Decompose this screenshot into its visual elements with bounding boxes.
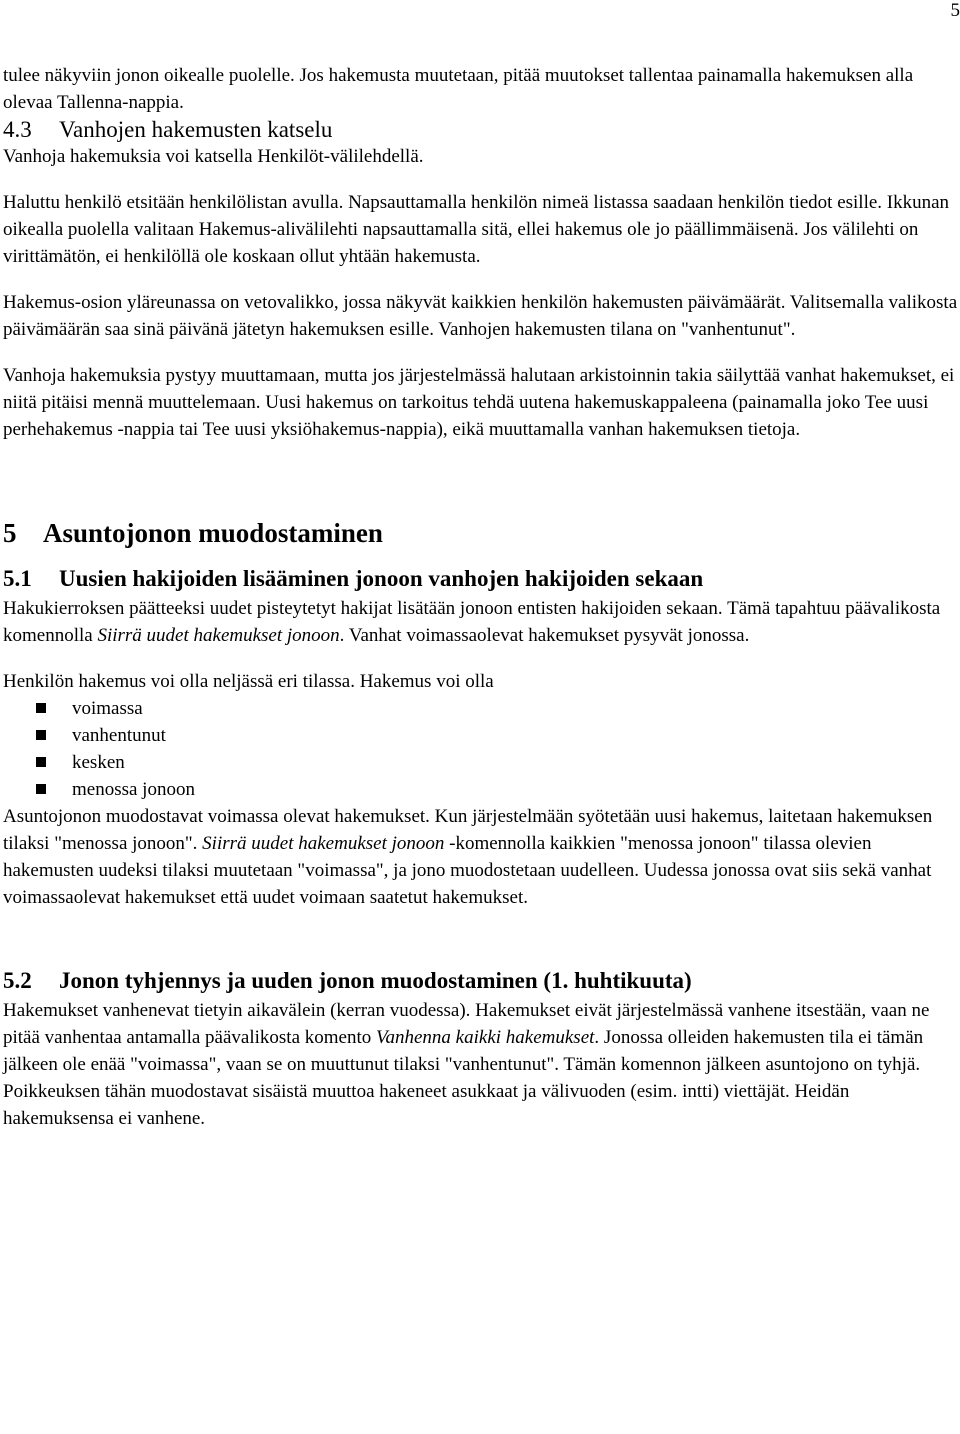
- square-bullet-icon: [36, 703, 46, 713]
- section-number: 5.2: [3, 968, 32, 993]
- section-5-2-heading: [3, 965, 958, 997]
- square-bullet-icon: [36, 730, 46, 740]
- intro-paragraph: tulee näkyviin jonon oikealle puolelle. Jos hakemusta muutetaan, pitää muutokset tallentaa painamalla hakemuksen alla olevaa Tallenna-nappia.: [3, 65, 914, 113]
- list-item: voimassa: [3, 695, 958, 722]
- command-name: Vanhenna kaikki hakemukset: [376, 1027, 595, 1048]
- chapter-title: Asuntojonon muodostaminen: [43, 518, 383, 548]
- section-4-3-paragraph-3: Hakemus-osion yläreunassa on vetovalikko, jossa näkyvät kaikkien henkilön hakemusten päivämäärät. Valitsemalla valikosta päivämäärän saa sinä päivänä jätetyn hakemuksen esille. Vanhojen hakemusten tilana on "vanhentunut".: [3, 292, 958, 340]
- square-bullet-icon: [36, 757, 46, 767]
- section-5-1-paragraph-2: Henkilön hakemus voi olla neljässä eri tilassa. Hakemus voi olla: [3, 671, 494, 692]
- section-5-1-heading: [3, 563, 958, 595]
- section-number: 4.3: [3, 117, 32, 142]
- section-4-3-paragraph-4: Vanhoja hakemuksia pystyy muuttamaan, mutta jos järjestelmässä halutaan arkistoinnin takia säilyttää vanhat hakemukset, ei niitä pitäisi mennä muuttelemaan. Uusi hakemus on tarkoitus tehdä uutena hakemuskappaleena (painamalla joko Tee uusi perhehakemus -nappia tai Tee uusi yksiöhakemus-nappia), eikä muuttamalla vanhan hakemuksen tietoja.: [3, 365, 955, 440]
- section-5-1-paragraph-1: Hakukierroksen päätteeksi uudet pisteytetyt hakijat lisätään jonoon entisten hakijoiden sekaan. Tämä tapahtuu päävalikosta komennolla Siirrä uudet hakemukset jonoon. Vanhat voimassaolevat hakemukset pysyvät jonossa.: [3, 598, 941, 646]
- list-item: kesken: [3, 749, 958, 776]
- section-4-3-paragraph-1: Vanhoja hakemuksia voi katsella Henkilöt-välilehdellä.: [3, 146, 424, 167]
- section-title: Jonon tyhjennys ja uuden jonon muodostaminen (1. huhtikuuta): [59, 968, 692, 993]
- section-4-3-heading: [3, 116, 958, 143]
- section-4-3-paragraph-2: Haluttu henkilö etsitään henkilölistan avulla. Napsauttamalla henkilön nimeä listassa saadaan henkilön tiedot esille. Ikkunan oikealla puolella valitaan Hakemus-alivälilehti napsauttamalla sitä, ellei hakemus ole jo päällimmäisenä. Jos välilehti on virittämätön, ei henkilöllä ole koskaan ollut yhtään hakemusta.: [3, 192, 950, 267]
- command-name: Siirrä uudet hakemukset jonoon: [202, 833, 445, 854]
- document-body: [3, 62, 958, 1132]
- section-5-2-paragraph-1: Hakemukset vanhenevat tietyin aikavälein (kerran vuodessa). Hakemukset eivät järjestelmässä vanhene itsestään, vaan ne pitää vanhentaa antamalla päävalikosta komento Vanhenna kaikki hakemukset. Jonossa olleiden hakemusten tila ei tämän jälkeen ole enää "voimassa", vaan se on muuttunut tilaksi "vanhentunut". Tämän komennon jälkeen asuntojono on tyhjä. Poikkeuksen tähän muodostavat sisäistä muuttoa hakeneet asukkaat ja välivuoden (esim. intti) viettäjät. Heidän hakemuksensa ei vanhene.: [3, 1000, 930, 1129]
- section-title: Uusien hakijoiden lisääminen jonoon vanhojen hakijoiden sekaan: [59, 566, 704, 591]
- command-name: Siirrä uudet hakemukset jonoon: [97, 625, 340, 646]
- page-number: 5: [950, 0, 960, 21]
- chapter-5-heading: [3, 513, 958, 553]
- section-number: 5.1: [3, 566, 32, 591]
- list-item: vanhentunut: [3, 722, 958, 749]
- list-item: menossa jonoon: [3, 776, 958, 803]
- section-5-1-paragraph-3: Asuntojonon muodostavat voimassa olevat hakemukset. Kun järjestelmään syötetään uusi hakemus, laitetaan hakemuksen tilaksi "menossa jonoon". Siirrä uudet hakemukset jonoon -komennolla kaikkien "menossa jonoon" tilassa olevien hakemusten uudeksi tilaksi muutetaan "voimassa", ja jono muodostetaan uudelleen. Uudessa jonossa ovat siis sekä vanhat voimassaolevat hakemukset että uudet voimaan saatetut hakemukset.: [3, 806, 933, 908]
- square-bullet-icon: [36, 784, 46, 794]
- section-title: Vanhojen hakemusten katselu: [59, 117, 333, 142]
- application-states-list: [3, 695, 958, 803]
- chapter-number: 5: [3, 518, 17, 548]
